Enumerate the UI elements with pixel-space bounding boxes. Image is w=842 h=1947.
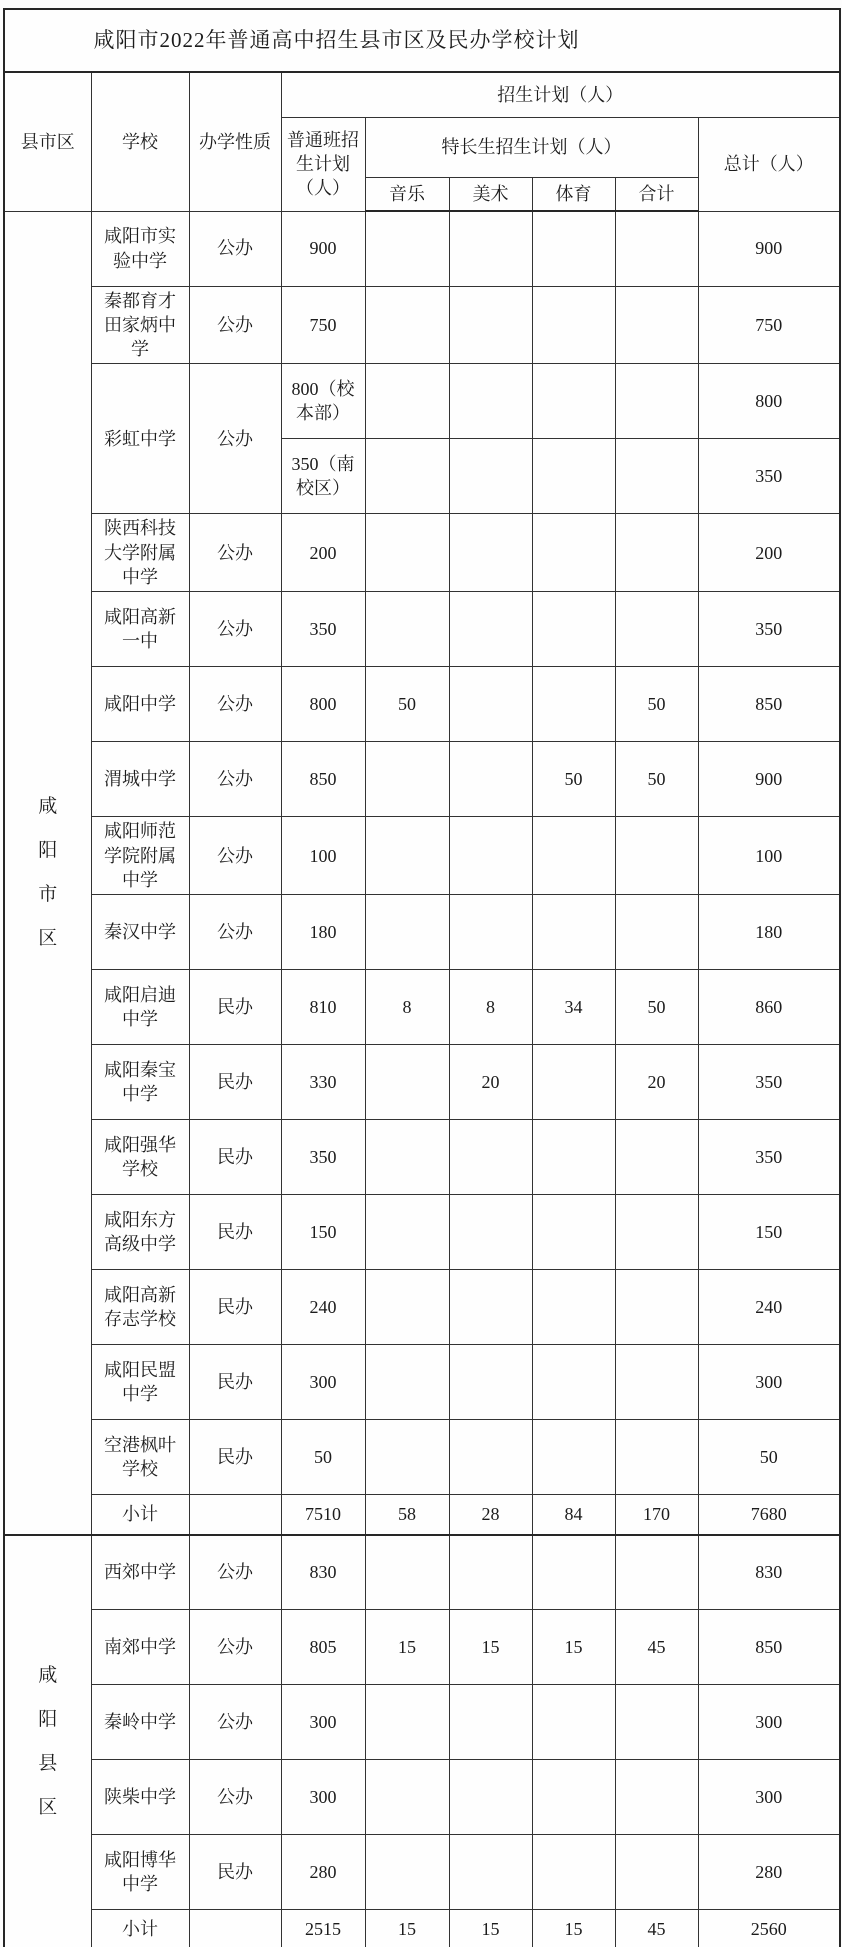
school-cell: 咸阳强华学校 (91, 1120, 189, 1195)
table-row (4, 1835, 840, 1910)
total-cell: 900 (698, 211, 840, 286)
type-cell: 公办 (189, 1535, 281, 1610)
type-cell: 民办 (189, 1270, 281, 1345)
school-cell: 南郊中学 (91, 1610, 189, 1685)
art-cell (449, 895, 532, 970)
music-cell: 8 (365, 970, 449, 1045)
total-cell: 750 (698, 286, 840, 364)
subtotal-label-cell: 小计 (91, 1910, 189, 1947)
sports-cell (532, 817, 615, 895)
type-cell: 公办 (189, 1760, 281, 1835)
sports-cell (532, 1270, 615, 1345)
specialty-total-cell: 50 (615, 742, 698, 817)
school-cell: 彩虹中学 (91, 364, 189, 514)
school-cell: 咸阳市实验中学 (91, 211, 189, 286)
header-region: 县市区 (4, 72, 91, 211)
specialty-total-cell: 45 (615, 1910, 698, 1947)
total-cell: 850 (698, 1610, 840, 1685)
header-plan-group: 招生计划（人） (281, 72, 840, 117)
specialty-total-cell (615, 592, 698, 667)
header-grand-total: 总计（人） (698, 117, 840, 211)
table-row (4, 514, 840, 592)
specialty-total-cell (615, 211, 698, 286)
school-cell: 咸阳高新一中 (91, 592, 189, 667)
regular-plan-cell: 300 (281, 1760, 365, 1835)
subtotal-row (4, 1910, 840, 1947)
school-cell: 咸阳秦宝中学 (91, 1045, 189, 1120)
regular-plan-cell: 180 (281, 895, 365, 970)
subtotal-label-cell: 小计 (91, 1495, 189, 1535)
table-row (4, 817, 840, 895)
sports-cell (532, 1685, 615, 1760)
music-cell (365, 1120, 449, 1195)
type-cell: 公办 (189, 1685, 281, 1760)
music-cell (365, 1685, 449, 1760)
art-cell: 8 (449, 970, 532, 1045)
specialty-total-cell: 45 (615, 1610, 698, 1685)
table-row (4, 1610, 840, 1685)
sports-cell (532, 1345, 615, 1420)
region-cell (4, 1535, 91, 1947)
header-specialty-group: 特长生招生计划（人） (365, 117, 698, 177)
school-cell: 西郊中学 (91, 1535, 189, 1610)
art-cell (449, 439, 532, 514)
type-cell: 民办 (189, 970, 281, 1045)
music-cell (365, 1195, 449, 1270)
sports-cell: 34 (532, 970, 615, 1045)
school-cell: 秦都育才田家炳中学 (91, 286, 189, 364)
header-school: 学校 (91, 72, 189, 211)
type-cell: 民办 (189, 1045, 281, 1120)
specialty-total-cell (615, 514, 698, 592)
region-cell (4, 211, 91, 1535)
table-row (4, 1345, 840, 1420)
sports-cell (532, 1045, 615, 1120)
music-cell (365, 1345, 449, 1420)
sports-cell (532, 1535, 615, 1610)
type-cell: 民办 (189, 1345, 281, 1420)
art-cell (449, 592, 532, 667)
art-cell (449, 667, 532, 742)
sports-cell: 15 (532, 1910, 615, 1947)
type-cell: 公办 (189, 1610, 281, 1685)
total-cell: 280 (698, 1835, 840, 1910)
art-cell (449, 817, 532, 895)
music-cell (365, 286, 449, 364)
total-cell: 900 (698, 742, 840, 817)
total-cell: 180 (698, 895, 840, 970)
art-cell (449, 1270, 532, 1345)
art-cell (449, 1345, 532, 1420)
music-cell (365, 1045, 449, 1120)
sports-cell (532, 667, 615, 742)
sports-cell (532, 211, 615, 286)
enrollment-plan-table (3, 8, 841, 1947)
specialty-total-cell (615, 439, 698, 514)
sports-cell: 84 (532, 1495, 615, 1535)
total-cell: 350 (698, 439, 840, 514)
specialty-total-cell: 50 (615, 667, 698, 742)
type-cell: 公办 (189, 742, 281, 817)
art-cell (449, 742, 532, 817)
table-row (4, 1120, 840, 1195)
type-cell: 公办 (189, 286, 281, 364)
art-cell (449, 1685, 532, 1760)
music-cell (365, 514, 449, 592)
type-cell: 公办 (189, 817, 281, 895)
art-cell (449, 1760, 532, 1835)
music-cell: 15 (365, 1910, 449, 1947)
specialty-total-cell (615, 1120, 698, 1195)
total-cell: 350 (698, 592, 840, 667)
total-cell: 50 (698, 1420, 840, 1495)
regular-plan-cell: 800 (281, 667, 365, 742)
school-cell: 咸阳博华中学 (91, 1835, 189, 1910)
type-cell (189, 1910, 281, 1947)
total-cell: 2560 (698, 1910, 840, 1947)
school-cell: 咸阳中学 (91, 667, 189, 742)
sports-cell (532, 1120, 615, 1195)
music-cell (365, 817, 449, 895)
music-cell (365, 364, 449, 439)
regular-plan-cell: 300 (281, 1685, 365, 1760)
header-row-total: 合计 (615, 177, 698, 211)
sports-cell (532, 286, 615, 364)
total-cell: 300 (698, 1685, 840, 1760)
art-cell: 15 (449, 1910, 532, 1947)
music-cell (365, 1760, 449, 1835)
subtotal-row (4, 1495, 840, 1535)
table-row (4, 1760, 840, 1835)
regular-plan-cell: 830 (281, 1535, 365, 1610)
total-cell: 860 (698, 970, 840, 1045)
table-row (4, 1270, 840, 1345)
music-cell (365, 1270, 449, 1345)
total-cell: 800 (698, 364, 840, 439)
school-cell: 陕柴中学 (91, 1760, 189, 1835)
music-cell: 50 (365, 667, 449, 742)
school-cell: 咸阳民盟中学 (91, 1345, 189, 1420)
regular-plan-cell: 100 (281, 817, 365, 895)
school-cell: 咸阳启迪中学 (91, 970, 189, 1045)
sports-cell (532, 1420, 615, 1495)
specialty-total-cell (615, 1535, 698, 1610)
music-cell (365, 742, 449, 817)
type-cell: 公办 (189, 211, 281, 286)
music-cell (365, 1420, 449, 1495)
art-cell (449, 364, 532, 439)
total-cell: 350 (698, 1045, 840, 1120)
music-cell: 58 (365, 1495, 449, 1535)
specialty-total-cell (615, 817, 698, 895)
header-regular-plan: 普通班招生计划（人） (281, 117, 365, 211)
table-row (4, 970, 840, 1045)
school-cell: 咸阳高新存志学校 (91, 1270, 189, 1345)
school-cell: 秦岭中学 (91, 1685, 189, 1760)
sports-cell (532, 439, 615, 514)
region-label: 咸阳县区 (38, 1665, 58, 1819)
regular-plan-cell: 900 (281, 211, 365, 286)
type-cell: 公办 (189, 514, 281, 592)
type-cell (189, 1495, 281, 1535)
header-row-1 (4, 72, 840, 117)
table-row (4, 1420, 840, 1495)
table-row (4, 592, 840, 667)
regular-plan-cell: 810 (281, 970, 365, 1045)
art-cell (449, 1535, 532, 1610)
total-cell: 850 (698, 667, 840, 742)
specialty-total-cell (615, 286, 698, 364)
school-cell: 渭城中学 (91, 742, 189, 817)
total-cell: 350 (698, 1120, 840, 1195)
art-cell (449, 1420, 532, 1495)
table-row (4, 742, 840, 817)
music-cell (365, 895, 449, 970)
regular-plan-cell: 330 (281, 1045, 365, 1120)
specialty-total-cell (615, 1835, 698, 1910)
music-cell (365, 1535, 449, 1610)
header-type: 办学性质 (189, 72, 281, 211)
regular-plan-cell: 805 (281, 1610, 365, 1685)
type-cell: 民办 (189, 1835, 281, 1910)
art-cell (449, 1195, 532, 1270)
table-row (4, 286, 840, 364)
regular-plan-cell: 280 (281, 1835, 365, 1910)
school-cell: 咸阳东方高级中学 (91, 1195, 189, 1270)
regular-plan-cell: 2515 (281, 1910, 365, 1947)
type-cell: 民办 (189, 1120, 281, 1195)
total-cell: 200 (698, 514, 840, 592)
header-music: 音乐 (365, 177, 449, 211)
sports-cell (532, 514, 615, 592)
regular-plan-cell: 300 (281, 1345, 365, 1420)
table-row (4, 211, 840, 286)
regular-plan-cell: 7510 (281, 1495, 365, 1535)
sports-cell: 50 (532, 742, 615, 817)
school-cell: 咸阳师范学院附属中学 (91, 817, 189, 895)
sports-cell (532, 895, 615, 970)
music-cell (365, 439, 449, 514)
page-title: 咸阳市2022年普通高中招生县市区及民办学校计划 (4, 9, 840, 72)
regular-plan-cell: 150 (281, 1195, 365, 1270)
type-cell: 民办 (189, 1420, 281, 1495)
header-sports: 体育 (532, 177, 615, 211)
type-cell: 公办 (189, 667, 281, 742)
table-row (4, 1045, 840, 1120)
specialty-total-cell: 170 (615, 1495, 698, 1535)
table-row (4, 1535, 840, 1610)
type-cell: 公办 (189, 895, 281, 970)
school-cell: 秦汉中学 (91, 895, 189, 970)
specialty-total-cell (615, 895, 698, 970)
table-row (4, 895, 840, 970)
sports-cell (532, 1760, 615, 1835)
art-cell (449, 514, 532, 592)
specialty-total-cell (615, 364, 698, 439)
specialty-total-cell (615, 1420, 698, 1495)
art-cell: 28 (449, 1495, 532, 1535)
sports-cell: 15 (532, 1610, 615, 1685)
regular-plan-cell: 750 (281, 286, 365, 364)
region-label: 咸阳市区 (38, 795, 58, 949)
total-cell: 100 (698, 817, 840, 895)
music-cell: 15 (365, 1610, 449, 1685)
regular-plan-cell: 850 (281, 742, 365, 817)
music-cell (365, 1835, 449, 1910)
regular-plan-cell: 350 (281, 1120, 365, 1195)
total-cell: 7680 (698, 1495, 840, 1535)
title-row (4, 9, 840, 72)
type-cell: 民办 (189, 1195, 281, 1270)
total-cell: 150 (698, 1195, 840, 1270)
type-cell: 公办 (189, 592, 281, 667)
regular-plan-cell: 200 (281, 514, 365, 592)
total-cell: 300 (698, 1345, 840, 1420)
total-cell: 830 (698, 1535, 840, 1610)
regular-plan-cell: 350（南校区） (281, 439, 365, 514)
total-cell: 300 (698, 1760, 840, 1835)
specialty-total-cell: 20 (615, 1045, 698, 1120)
sports-cell (532, 364, 615, 439)
total-cell: 240 (698, 1270, 840, 1345)
specialty-total-cell (615, 1685, 698, 1760)
specialty-total-cell (615, 1270, 698, 1345)
art-cell (449, 1120, 532, 1195)
specialty-total-cell (615, 1760, 698, 1835)
art-cell: 20 (449, 1045, 532, 1120)
music-cell (365, 211, 449, 286)
type-cell: 公办 (189, 364, 281, 514)
specialty-total-cell (615, 1345, 698, 1420)
sports-cell (532, 1195, 615, 1270)
header-art: 美术 (449, 177, 532, 211)
art-cell (449, 1835, 532, 1910)
specialty-total-cell (615, 1195, 698, 1270)
sports-cell (532, 1835, 615, 1910)
school-cell: 陕西科技大学附属中学 (91, 514, 189, 592)
school-cell: 空港枫叶学校 (91, 1420, 189, 1495)
table-row (4, 364, 840, 439)
art-cell (449, 211, 532, 286)
table-row (4, 667, 840, 742)
art-cell: 15 (449, 1610, 532, 1685)
regular-plan-cell: 240 (281, 1270, 365, 1345)
specialty-total-cell: 50 (615, 970, 698, 1045)
regular-plan-cell: 800（校本部） (281, 364, 365, 439)
regular-plan-cell: 350 (281, 592, 365, 667)
regular-plan-cell: 50 (281, 1420, 365, 1495)
table-row (4, 1195, 840, 1270)
sports-cell (532, 592, 615, 667)
music-cell (365, 592, 449, 667)
art-cell (449, 286, 532, 364)
table-row (4, 1685, 840, 1760)
